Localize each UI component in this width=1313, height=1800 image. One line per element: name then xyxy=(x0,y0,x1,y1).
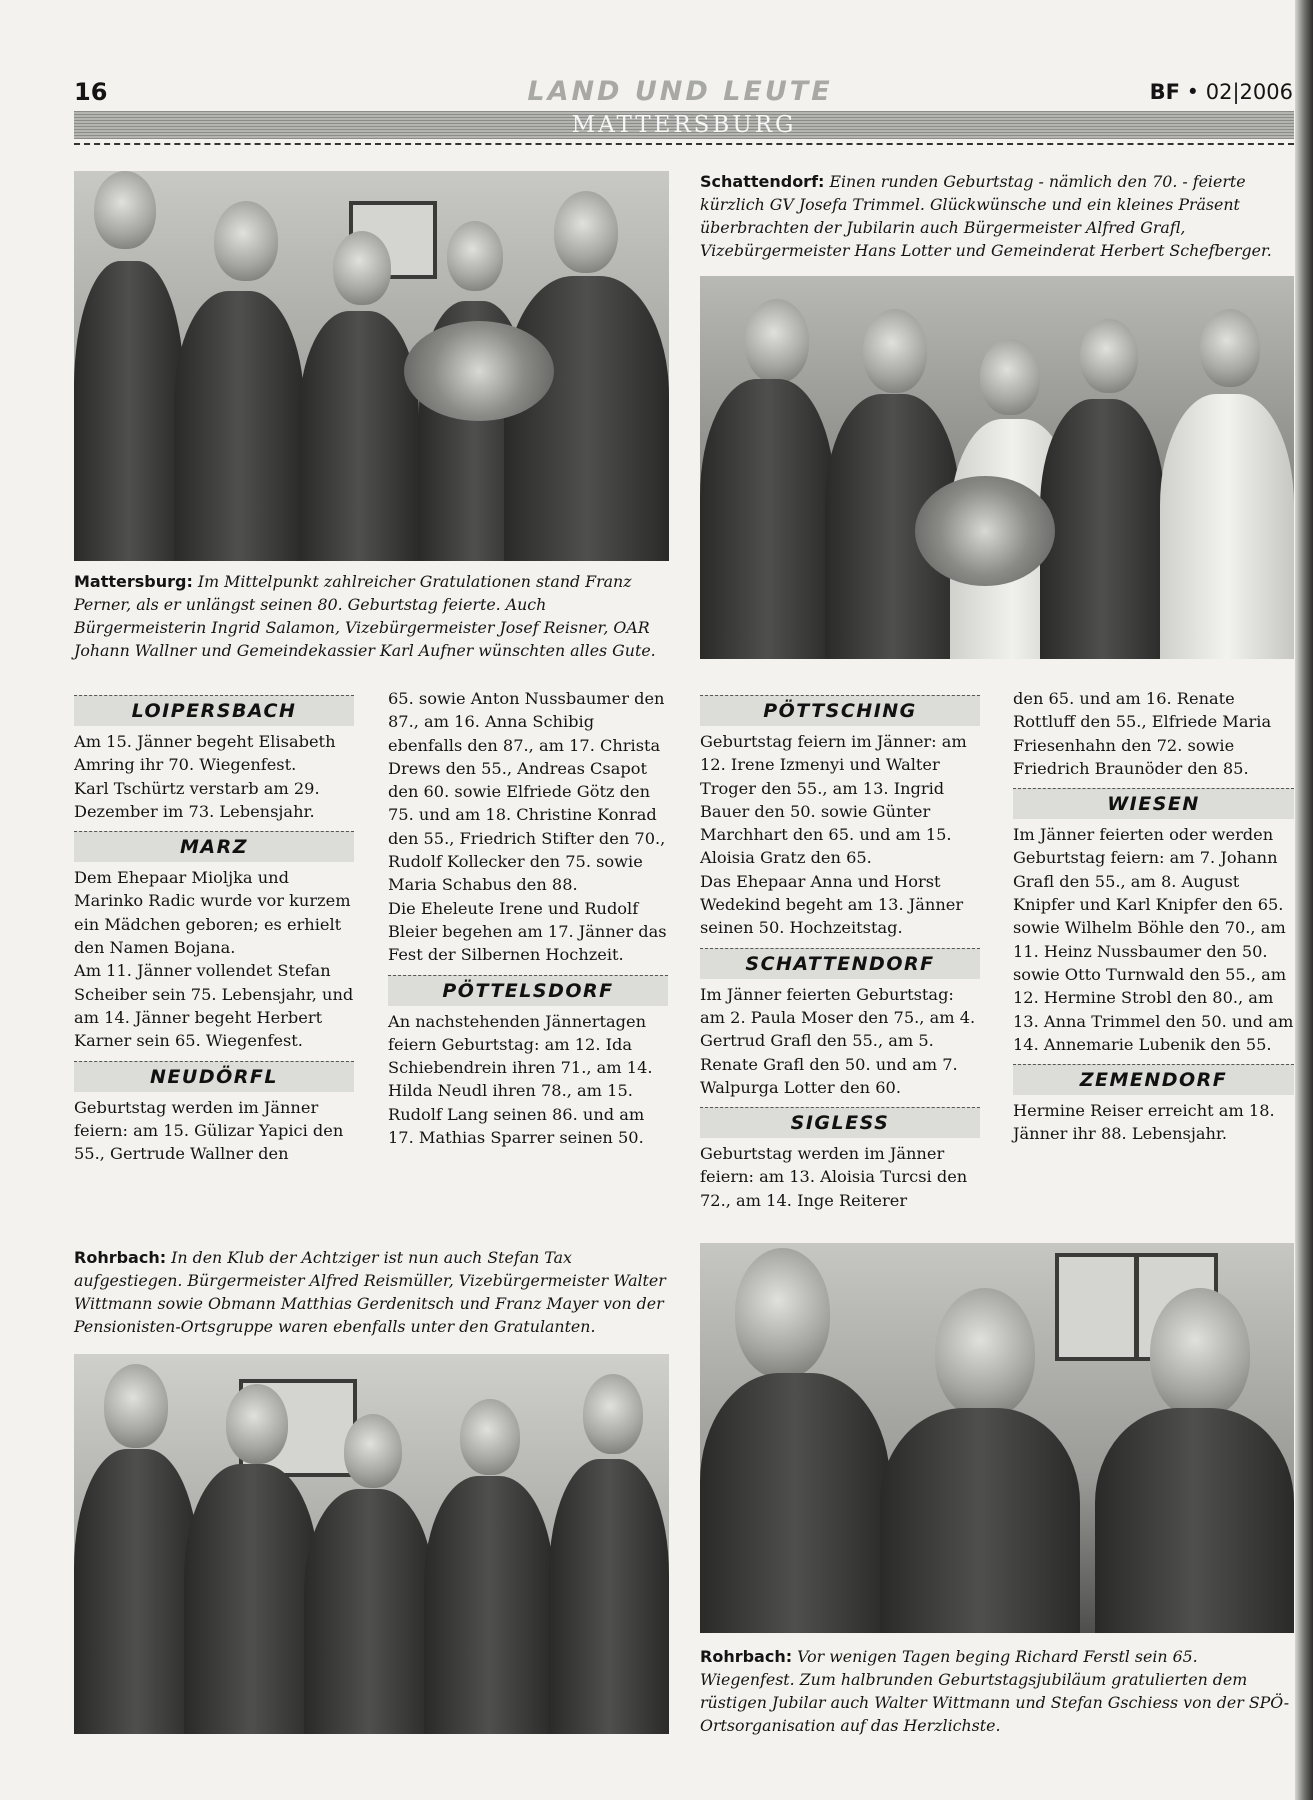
person xyxy=(700,299,835,659)
person xyxy=(184,1384,319,1734)
person xyxy=(700,1248,890,1633)
person xyxy=(1040,319,1165,659)
article-paragraph: Die Eheleute Irene und Rudolf Bleier begehen am 17. Jänner das Fest der Silbernen Hochzeit. xyxy=(388,898,667,965)
heading-schattendorf: SCHATTENDORF xyxy=(700,948,980,979)
person xyxy=(1095,1288,1294,1633)
text-column-1 xyxy=(74,695,354,1165)
person xyxy=(1160,309,1294,659)
article-paragraph: Am 15. Jänner begeht Elisabeth Amring ihr 70. Wiegenfest. xyxy=(74,732,336,775)
article-paragraph: Im Jänner feierten oder werden Geburtstag feiern: am 7. Johann Grafl den 55., am 8. August Knipfer und Karl Knipfer den 65. sowie Wilhelm Böhle den 70., am 11. Heinz Nussbaumer den 50. sowie Otto Turnwald den 55., am 12. Hermine Strobl den 80., am 13. Anna Trimmel den 50. und am 14. Annemarie Lubenik den 55. xyxy=(1013,825,1294,1054)
person xyxy=(880,1288,1080,1633)
caption-location: Schattendorf: xyxy=(700,172,825,191)
issue-label xyxy=(1150,80,1293,104)
article-paragraph: Karl Tschürtz verstarb am 29. Dezember im 73. Lebensjahr. xyxy=(74,778,320,821)
article-paragraph: Am 11. Jänner vollendet Stefan Scheiber sein 75. Lebensjahr, und am 14. Jänner begeht Herbert Karner sein 65. Wiegenfest. xyxy=(74,961,354,1051)
caption-text: Einen runden Geburtstag - nämlich den 70. - feierte kürzlich GV Josefa Trimmel. Glückwünsche und ein kleines Präsent überbrachten der Jubilarin auch Bürgermeister Alfred Grafl, Vizebürgermeister Hans Lotter und Gemeinderat Herbert Schefberger. xyxy=(700,172,1272,260)
person xyxy=(825,309,960,659)
photo-schattendorf xyxy=(700,276,1294,659)
page-number: 16 xyxy=(74,78,108,106)
person xyxy=(74,171,184,561)
header-rule xyxy=(74,143,1294,145)
photo-mattersburg xyxy=(74,171,669,561)
heading-zemendorf: ZEMENDORF xyxy=(1013,1064,1294,1095)
photo-rohrbach-2 xyxy=(700,1243,1294,1633)
heading-sigless: SIGLESS xyxy=(700,1107,980,1138)
heading-poettelsdorf: PÖTTELSDORF xyxy=(388,975,668,1006)
gift-basket xyxy=(404,321,554,421)
person xyxy=(299,231,419,561)
article-paragraph: Im Jänner feierten Geburtstag: am 2. Paula Moser den 75., am 4. Gertrud Grafl den 55., am 5. Renate Grafl den 50. und am 7. Walpurga Lotter den 60. xyxy=(700,984,976,1097)
caption-mattersburg xyxy=(74,570,669,662)
page-gutter-shadow xyxy=(1295,0,1313,1800)
article-paragraph: 65. sowie Anton Nussbaumer den 87., am 16. Anna Schibig ebenfalls den 87., am 17. Christa Drews den 55., Andreas Csapot den 60. sowie Elfriede Götz den 75. und am 18. Christine Konrad den 55., Friedrich Stifter den 70., Rudolf Kollecker den 75. sowie Maria Schabus den 88. xyxy=(388,689,666,895)
article-paragraph: Geburtstag werden im Jänner feiern: am 13. Aloisia Turcsi den 72., am 14. Inge Reiterer xyxy=(700,1144,968,1210)
section-bar xyxy=(74,111,1294,139)
article-paragraph: Das Ehepaar Anna und Horst Wedekind begeht am 13. Jänner seinen 50. Hochzeitstag. xyxy=(700,871,964,938)
heading-neudoerfl: NEUDÖRFL xyxy=(74,1061,354,1092)
heading-marz: MARZ xyxy=(74,831,354,862)
text-column-3 xyxy=(700,695,980,1212)
person xyxy=(424,1399,554,1734)
caption-location: Rohrbach: xyxy=(700,1647,793,1666)
article-paragraph: An nachstehenden Jännertagen feiern Geburtstag: am 12. Ida Schiebendrein ihren 71., am 14. Hilda Neudl ihren 78., am 15. Rudolf Lang seinen 86. und am 17. Mathias Sparrer seinen 50. xyxy=(388,1011,653,1148)
person xyxy=(174,201,304,561)
person xyxy=(74,1364,199,1734)
caption-schattendorf xyxy=(700,170,1294,262)
issue-number: 02|2006 xyxy=(1205,80,1293,104)
article-paragraph: den 65. und am 16. Renate Rottluff den 55., Elfriede Maria Friesenhahn den 72. sowie Friedrich Braunöder den 85. xyxy=(1013,689,1272,778)
caption-rohrbach-2 xyxy=(700,1645,1294,1737)
caption-text: Vor wenigen Tagen beging Richard Ferstl sein 65. Wiegenfest. Zum halbrunden Geburtstagsjubiläum gratulierten dem rüstigen Jubilar auch Walter Wittmann und Stefan Gschiess von der SPÖ-Ortsorganisation auf das Herzlichste. xyxy=(700,1647,1290,1735)
text-column-2 xyxy=(388,687,668,1149)
person xyxy=(304,1414,434,1734)
article-paragraph: Geburtstag werden im Jänner feiern: am 15. Gülizar Yapici den 55., Gertrude Wallner den xyxy=(74,1097,344,1164)
section-title: MATTERSBURG xyxy=(571,112,797,138)
flower-bouquet xyxy=(915,476,1055,586)
heading-poettsching: PÖTTSCHING xyxy=(700,695,980,726)
issue-separator: • xyxy=(1186,80,1200,104)
article-paragraph: Dem Ehepaar Mioljka und Marinko Radic wurde vor kurzem ein Mädchen geboren; es erhielt den Namen Bojana. xyxy=(74,868,351,958)
heading-loipersbach: LOIPERSBACH xyxy=(74,695,354,726)
caption-rohrbach-1 xyxy=(74,1246,669,1338)
magazine-name: BF xyxy=(1149,80,1180,104)
caption-location: Mattersburg: xyxy=(74,572,193,591)
person xyxy=(549,1374,669,1734)
article-paragraph: Hermine Reiser erreicht am 18. Jänner ihr 88. Lebensjahr. xyxy=(1013,1101,1275,1144)
article-paragraph: Geburtstag feiern im Jänner: am 12. Irene Izmenyi und Walter Troger den 55., am 13. Ingrid Bauer den 50. sowie Günter Marchhart den 65. und am 15. Aloisia Gratz den 65. xyxy=(700,732,967,868)
photo-rohrbach-1 xyxy=(74,1354,669,1734)
caption-location: Rohrbach: xyxy=(74,1248,167,1267)
caption-text: In den Klub der Achtziger ist nun auch Stefan Tax aufgestiegen. Bürgermeister Alfred Reismüller, Vizebürgermeister Walter Wittmann sowie Obmann Matthias Gerdenitsch und Franz Mayer von der Pensionisten-Ortsgruppe waren ebenfalls unter den Gratulanten. xyxy=(74,1248,666,1336)
heading-wiesen: WIESEN xyxy=(1013,788,1294,819)
running-title: LAND UND LEUTE xyxy=(527,76,833,107)
text-column-4 xyxy=(1013,687,1294,1146)
caption-text: Im Mittelpunkt zahlreicher Gratulationen stand Franz Perner, als er unlängst seinen 80. Geburtstag feierte. Auch Bürgermeisterin Ingrid Salamon, Vizebürgermeister Josef Reisner, OAR Johann Wallner und Gemeindekassier Karl Aufner wünschten alles Gute. xyxy=(74,572,656,660)
